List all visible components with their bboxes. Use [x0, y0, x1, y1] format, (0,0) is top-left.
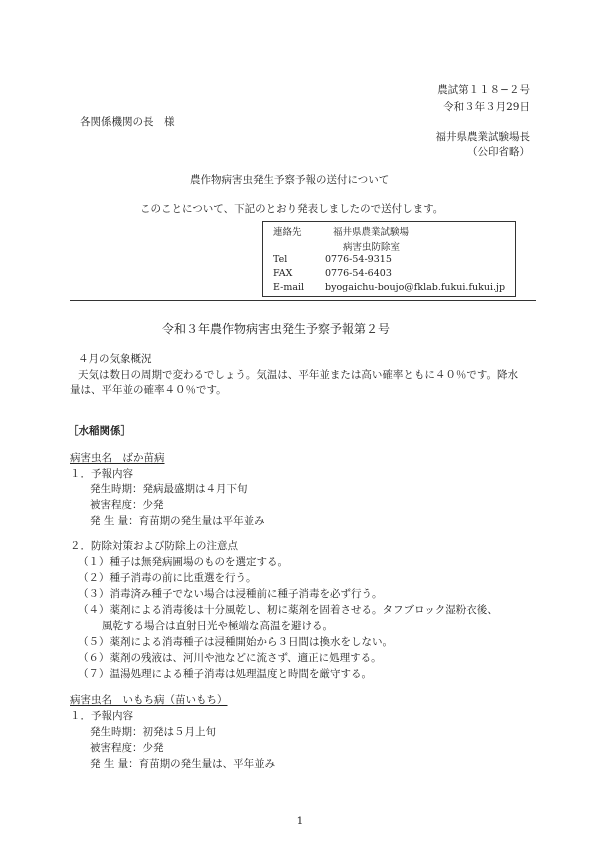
- cover-subject: 農作物病害虫発生予察予報の送付について: [190, 174, 390, 186]
- sender: 福井県農業試験場長: [435, 131, 530, 143]
- document-number: 農試第１１８−２号: [437, 84, 530, 96]
- measure-5: （５）薬剤による消毒種子は浸種開始から３日間は換水をしない。: [78, 636, 393, 648]
- measure-7: （７）温湯処理による種子消毒は処理温度と時間を厳守する。: [78, 668, 372, 680]
- disease1-damage: 被害程度：少発: [90, 499, 164, 511]
- disease2-amount: 発 生 量：育苗期の発生量は、平年並み: [90, 758, 276, 770]
- disease1-measures-heading: ２．防除対策および防除上の注意点: [70, 540, 238, 552]
- contact-label: 連絡先: [273, 227, 302, 238]
- measure-1: （１）種子は無発病圃場のものを選定する。: [78, 556, 288, 568]
- divider-line: [70, 300, 536, 301]
- cover-body: このことについて、下記のとおり発表しましたので送付します。: [140, 203, 444, 215]
- contact-fax-key: FAX: [273, 268, 293, 279]
- page-number: 1: [296, 815, 304, 827]
- disease1-name: 病害虫名 ばか苗病: [70, 452, 165, 464]
- disease2-period: 発生時期：初発は５月上旬: [90, 726, 216, 738]
- contact-tel-key: Tel: [273, 254, 288, 265]
- contact-fax: 0776-54-6403: [325, 268, 392, 279]
- disease2-forecast-heading: １．予報内容: [70, 710, 133, 722]
- measure-4b: 風乾する場合は直射日光や極端な高温を避ける。: [102, 620, 333, 632]
- disease1-amount: 発 生 量：育苗期の発生量は平年並み: [90, 515, 265, 527]
- measure-6: （６）薬剤の残液は、河川や池などに流さず、適正に処理する。: [78, 652, 382, 664]
- weather-heading: ４月の気象概況: [78, 353, 152, 365]
- measure-4a: （４）薬剤による消毒後は十分風乾し、籾に薬剤を固着させる。タフブロック湿粉衣後、: [78, 604, 498, 616]
- recipient: 各関係機関の長 様: [80, 116, 175, 128]
- disease1-period: 発生時期：発病最盛期は４月下旬: [90, 483, 248, 495]
- crop-section-title: ［水稲関係］: [68, 425, 131, 437]
- weather-text-1: 天気は数日の周期で変わるでしょう。気温は、平年並または高い確率ともに４０％です。降水: [78, 369, 519, 381]
- report-title: 令和３年農作物病害虫発生予察予報第２号: [162, 322, 391, 336]
- document-date: 令和３年３月29日: [443, 101, 530, 113]
- contact-dept: 病害虫防除室: [343, 242, 401, 253]
- contact-tel: 0776-54-9315: [325, 254, 392, 265]
- seal-note: （公印省略）: [467, 146, 530, 158]
- disease2-name: 病害虫名 いもち病（苗いもち）: [70, 694, 228, 706]
- contact-org: 福井県農業試験場: [333, 227, 410, 238]
- disease2-damage: 被害程度：少発: [90, 742, 164, 754]
- contact-email[interactable]: byogaichu-boujo@fklab.fukui.fukui.jp: [325, 282, 506, 293]
- measure-2: （２）種子消毒の前に比重選を行う。: [78, 572, 257, 584]
- weather-text-2: 量は、平年並の確率４０％です。: [70, 384, 227, 396]
- contact-email-key: E-mail: [273, 282, 305, 293]
- contact-box: [262, 221, 516, 297]
- measure-3: （３）消毒済み種子でない場合は浸種前に種子消毒を必ず行う。: [78, 588, 383, 600]
- disease1-forecast-heading: １．予報内容: [70, 468, 133, 480]
